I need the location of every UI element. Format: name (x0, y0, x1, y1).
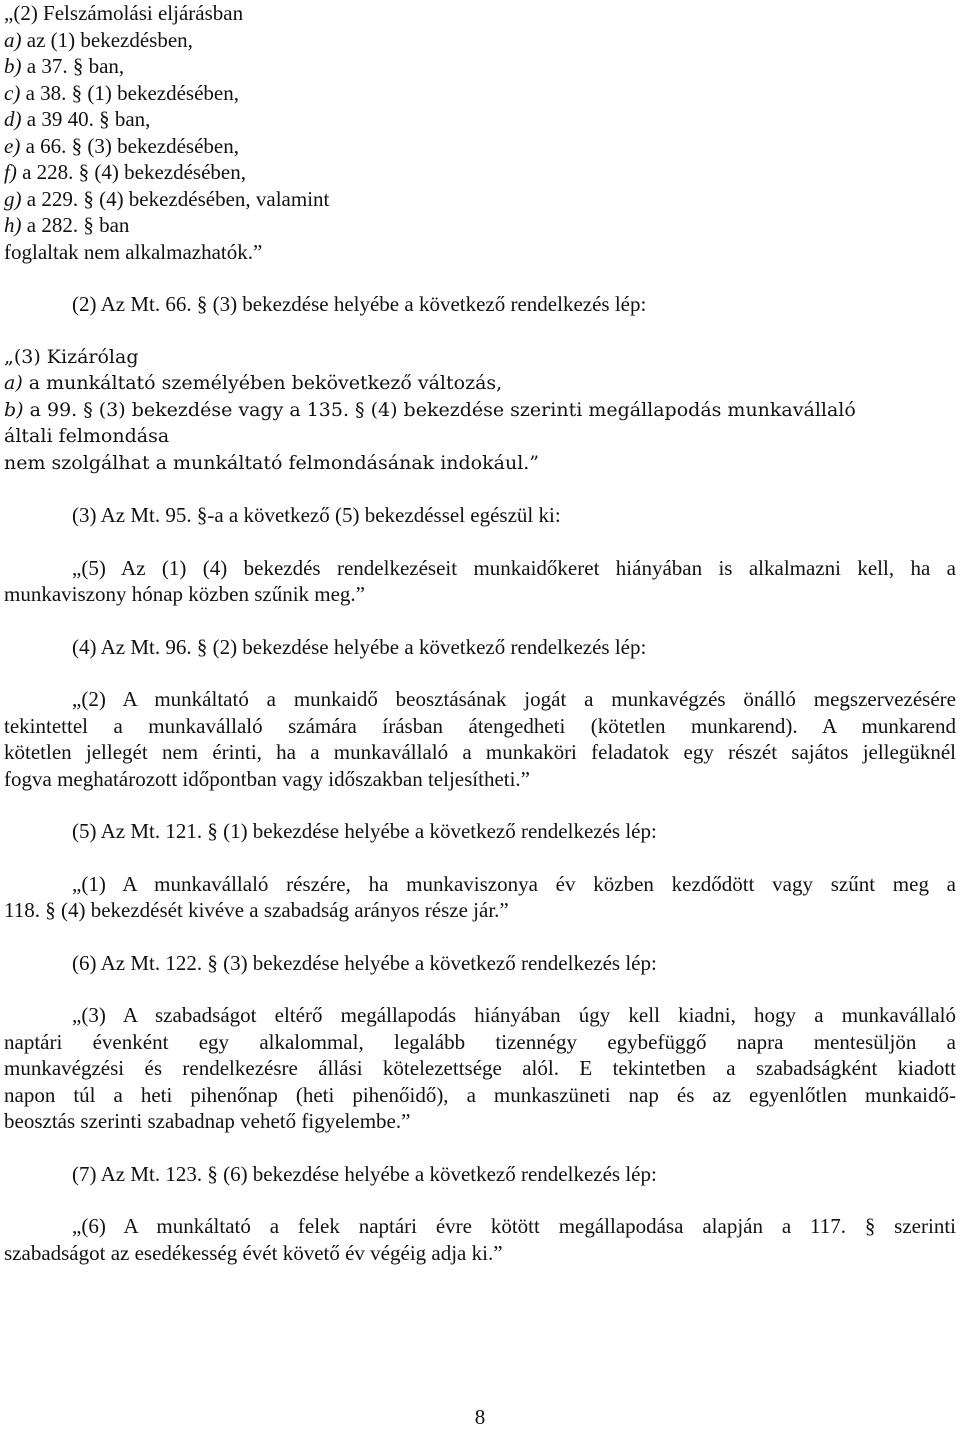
text-line: „(5) Az (1) (4) bekezdés rendelkezéseit munkaidőkeret hiányában is alkalmazni kell, ha a (72, 555, 956, 580)
list-item: c) a 38. § (1) bekezdésében, (4, 80, 239, 105)
amendment-text-122 (4, 1002, 956, 1135)
amendment-intro: (2) Az Mt. 66. § (3) bekezdése helyébe a következő rendelkezés lép: (72, 292, 647, 316)
list-item-continuation: általi felmondása (4, 425, 170, 447)
text-line: beosztás szerinti szabadnap vehető figyelembe.” (4, 1109, 411, 1133)
amendment-intro: (4) Az Mt. 96. § (2) bekezdése helyébe a következő rendelkezés lép: (72, 634, 647, 659)
text-line: fogva meghatározott időpontban vagy időszakban teljesítheti.” (4, 766, 531, 791)
text-line: „(1) A munkavállaló részére, ha munkaviszonya év közben kezdődött vagy szűnt meg a (72, 871, 956, 896)
text-line: munkaviszony hónap közben szűnik meg.” (4, 582, 365, 606)
amendment-text-123 (4, 1213, 956, 1266)
text-line: 118. § (4) bekezdését kivéve a szabadság arányos része jár.” (4, 898, 509, 922)
text-line: tekintettel a munkavállaló számára írásban átengedheti (kötetlen munkarend). A munkarend (4, 713, 956, 738)
page-number: 8 (474, 1405, 486, 1429)
list-item: a) az (1) bekezdésben, (4, 27, 193, 52)
text-line: munkavégzési és rendelkezésre állási kötelezettsége alól. E tekintetben a szabadságként kiadott (4, 1056, 956, 1080)
list-item: e) a 66. § (3) bekezdésében, (4, 133, 239, 158)
text-line: kötetlen jellegét nem érinti, ha a munkavállaló a munkaköri feladatok egy részét sajátos jellegüknél (4, 740, 956, 764)
amendment-text-96 (4, 686, 956, 792)
block-felszamolas (4, 0, 956, 265)
list-item: b) a 37. § ban, (4, 54, 125, 78)
amendment-intro: (7) Az Mt. 123. § (6) bekezdése helyébe a következő rendelkezés lép: (72, 1161, 657, 1186)
list-item: h) a 282. § ban (4, 213, 130, 237)
text-line: naptári évenként egy alkalommal, legalább tizennégy egybefüggő napra mentesüljön a (4, 1029, 956, 1054)
text-line: „(3) A szabadságot eltérő megállapodás hiányában úgy kell kiadni, hogy a munkavállaló (72, 1003, 956, 1027)
text-line: „(2) A munkáltató a munkaidő beosztásának jogát a munkavégzés önálló megszervezésére (72, 687, 956, 711)
list-item: a) a munkáltató személyében bekövetkező változás, (4, 372, 503, 394)
amendment-text-95 (4, 555, 956, 608)
list-item: g) a 229. § (4) bekezdésében, valamint (4, 186, 330, 211)
list-item: d) a 39 40. § ban, (4, 107, 151, 131)
amendment-intro: (3) Az Mt. 95. §-a a következő (5) bekezdéssel egészül ki: (72, 503, 561, 527)
list-item: b) a 99. § (3) bekezdése vagy a 135. § (4) bekezdése szerinti megállapodás munkavállaló (4, 398, 856, 421)
amendment-intro: (5) Az Mt. 121. § (1) bekezdése helyébe a következő rendelkezés lép: (72, 819, 657, 843)
quote-heading: „(3) Kizárólag (4, 345, 139, 368)
text-line: napon túl a heti pihenőnap (heti pihenőidő), a munkaszüneti nap és az egyenlőtlen munkaidő- (4, 1082, 956, 1107)
block-heading: „(2) Felszámolási eljárásban (4, 1, 244, 25)
amendment-text-66 (4, 344, 956, 477)
quote-closing: nem szolgálhat a munkáltató felmondásának indokául.” (4, 451, 540, 474)
text-line: „(6) A munkáltató a felek naptári évre kötött megállapodása alapján a 117. § szerinti (72, 1214, 956, 1238)
text-line: szabadságot az esedékesség évét követő év végéig adja ki.” (4, 1240, 503, 1265)
block-closing: foglaltak nem alkalmazhatók.” (4, 239, 263, 264)
list-item: f) a 228. § (4) bekezdésében, (4, 160, 246, 184)
amendment-intro: (6) Az Mt. 122. § (3) bekezdése helyébe a következő rendelkezés lép: (72, 950, 657, 975)
amendment-text-121 (4, 871, 956, 924)
